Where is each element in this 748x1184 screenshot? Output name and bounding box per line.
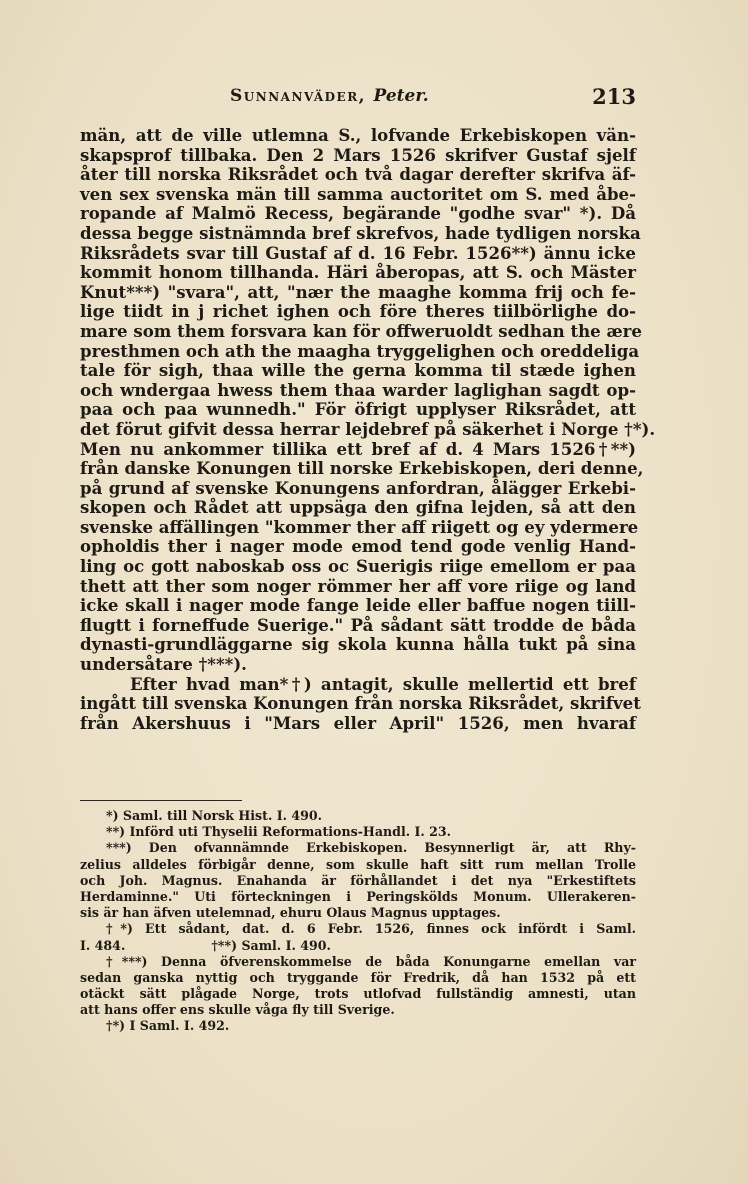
text-line: dynasti-grundläggarne sig skola kunna hålla tukt på sina — [80, 634, 636, 655]
text-line: och wndergaa hwess them thaa warder laglighan sagdt op- — [80, 379, 636, 400]
text-line: kommit honom tillhanda. Häri åberopas, att S. och Mäster — [80, 262, 636, 283]
text-line: ven sex svenska män till samma auctoritet om S. med åbe- — [80, 183, 636, 204]
footnote-line-pair — [80, 938, 636, 954]
text-line: presthmen och ath the maagha tryggelighen och oreddeliga — [80, 340, 640, 361]
text-line: icke skall i nager mode fange leide eller baffue nogen tiill- — [80, 595, 636, 616]
footnote-fragment: I. 484. — [80, 937, 126, 953]
text-line: undersåtare †***). — [80, 654, 247, 675]
main-text — [80, 125, 656, 733]
footnote-line: †***) Denna öfverenskommelse de båda Konungarne emellan var — [106, 953, 636, 969]
page-number: 213 — [592, 84, 636, 109]
text-line: ropande af Malmö Recess, begärande "godhe svar" *). Då — [80, 203, 636, 224]
text-line: ling oc gott naboskab oss oc Suerigis riige emellom er paa — [80, 556, 636, 577]
footnote-line: **) Införd uti Thyselii Reformations-Handl. I. 23. — [106, 824, 452, 840]
text-line: från Akershuus i "Mars eller April" 1526, men hvaraf — [80, 712, 636, 733]
footnote-line: att hans offer ens skulle våga fly till Sverige. — [80, 1002, 395, 1018]
footnote-line: zelius alldeles förbigår denne, som skulle haft sitt rum mellan Trolle — [80, 856, 636, 872]
text-line: opholdis ther i nager mode emod tend gode venlig Hand- — [80, 536, 636, 557]
footnote-line: *) Saml. till Norsk Hist. I. 490. — [106, 808, 323, 823]
text-line: lige tiidt in j richet ighen och före theres tiilbörlighe do- — [80, 301, 636, 322]
footnotes — [80, 808, 636, 1035]
text-line: män, att de ville utlemna S., lofvande Erkebiskopen vän- — [80, 125, 636, 145]
page-header — [80, 84, 636, 114]
text-line: Knut***) "svara", att, "nær the maaghe komma frij och fe- — [80, 281, 636, 302]
text-line: dessa begge sistnämnda bref skrefvos, hade tydligen norska — [80, 222, 641, 243]
footnote-line: och Joh. Magnus. Enahanda är förhållandet i det nya "Erkestiftets — [80, 872, 636, 888]
text-line: thett att ther som noger römmer her aff vore riige og land — [80, 575, 636, 596]
text-line: Efter hvad man*†) antagit, skulle mellertid ett bref — [130, 673, 636, 694]
footnote-line: Herdaminne." Uti förteckningen i Peringskölds Monum. Ullerakeren- — [80, 888, 636, 904]
footnote-line: †*) Ett sådant, dat. d. 6 Febr. 1526, finnes ock infördt i Saml. — [106, 921, 636, 937]
text-line: mare som them forsvara kan för offweruoldt sedhan the ære — [80, 320, 642, 341]
text-line: svenske affällingen "kommer ther aff riigett og ey ydermere — [80, 516, 639, 537]
footnote-line: sedan ganska nyttig och tryggande för Fredrik, då han 1532 på ett — [80, 969, 636, 985]
text-line: Men nu ankommer tillika ett bref af d. 4 Mars 1526†**) — [80, 438, 636, 459]
footnote-line: †*) I Saml. I. 492. — [106, 1018, 230, 1034]
running-head — [230, 86, 429, 106]
text-line: åter till norska Riksrådet och två dagar derefter skrifva äf- — [80, 164, 636, 185]
footnote-line: otäckt sätt plågade Norge, trots utlofvad fullständig amnesti, utan — [80, 986, 636, 1002]
text-line: paa och paa wunnedh." För öfrigt upplyser Riksrådet, att — [80, 399, 636, 420]
text-line: skopen och Rådet att uppsäga den gifna lejden, så att den — [80, 497, 636, 518]
text-line: det förut gifvit dessa herrar lejdebref på säkerhet i Norge †*). — [80, 418, 656, 439]
footnote-rule — [80, 800, 242, 801]
text-line: från danske Konungen till norske Erkebiskopen, deri denne, — [80, 458, 644, 479]
footnote-line: ***) Den ofvannämnde Erkebiskopen. Besynnerligt är, att Rhy- — [106, 840, 636, 856]
running-head-given: Peter. — [373, 86, 429, 106]
text-line: på grund af svenske Konungens anfordran, ålägger Erkebi- — [80, 477, 636, 498]
text-line: tale för sigh, thaa wille the gerna komma til stæde ighen — [80, 360, 636, 381]
text-line: ingått till svenska Konungen från norska Riksrådet, skrifvet — [80, 693, 641, 714]
text-line: Riksrådets svar till Gustaf af d. 16 Febr. 1526**) ännu icke — [80, 242, 636, 263]
footnote-line: sis är han äfven utelemnad, ehuru Olaus Magnus upptages. — [80, 905, 501, 921]
text-line: flugtt i forneffude Suerige." På sådant sätt trodde de båda — [80, 614, 636, 635]
text-line: skapsprof tillbaka. Den 2 Mars 1526 skrifver Gustaf sjelf — [80, 144, 636, 165]
footnote-fragment: †**) Saml. I. 490. — [211, 937, 331, 953]
running-head-name: Sunnanväder, — [230, 86, 367, 106]
